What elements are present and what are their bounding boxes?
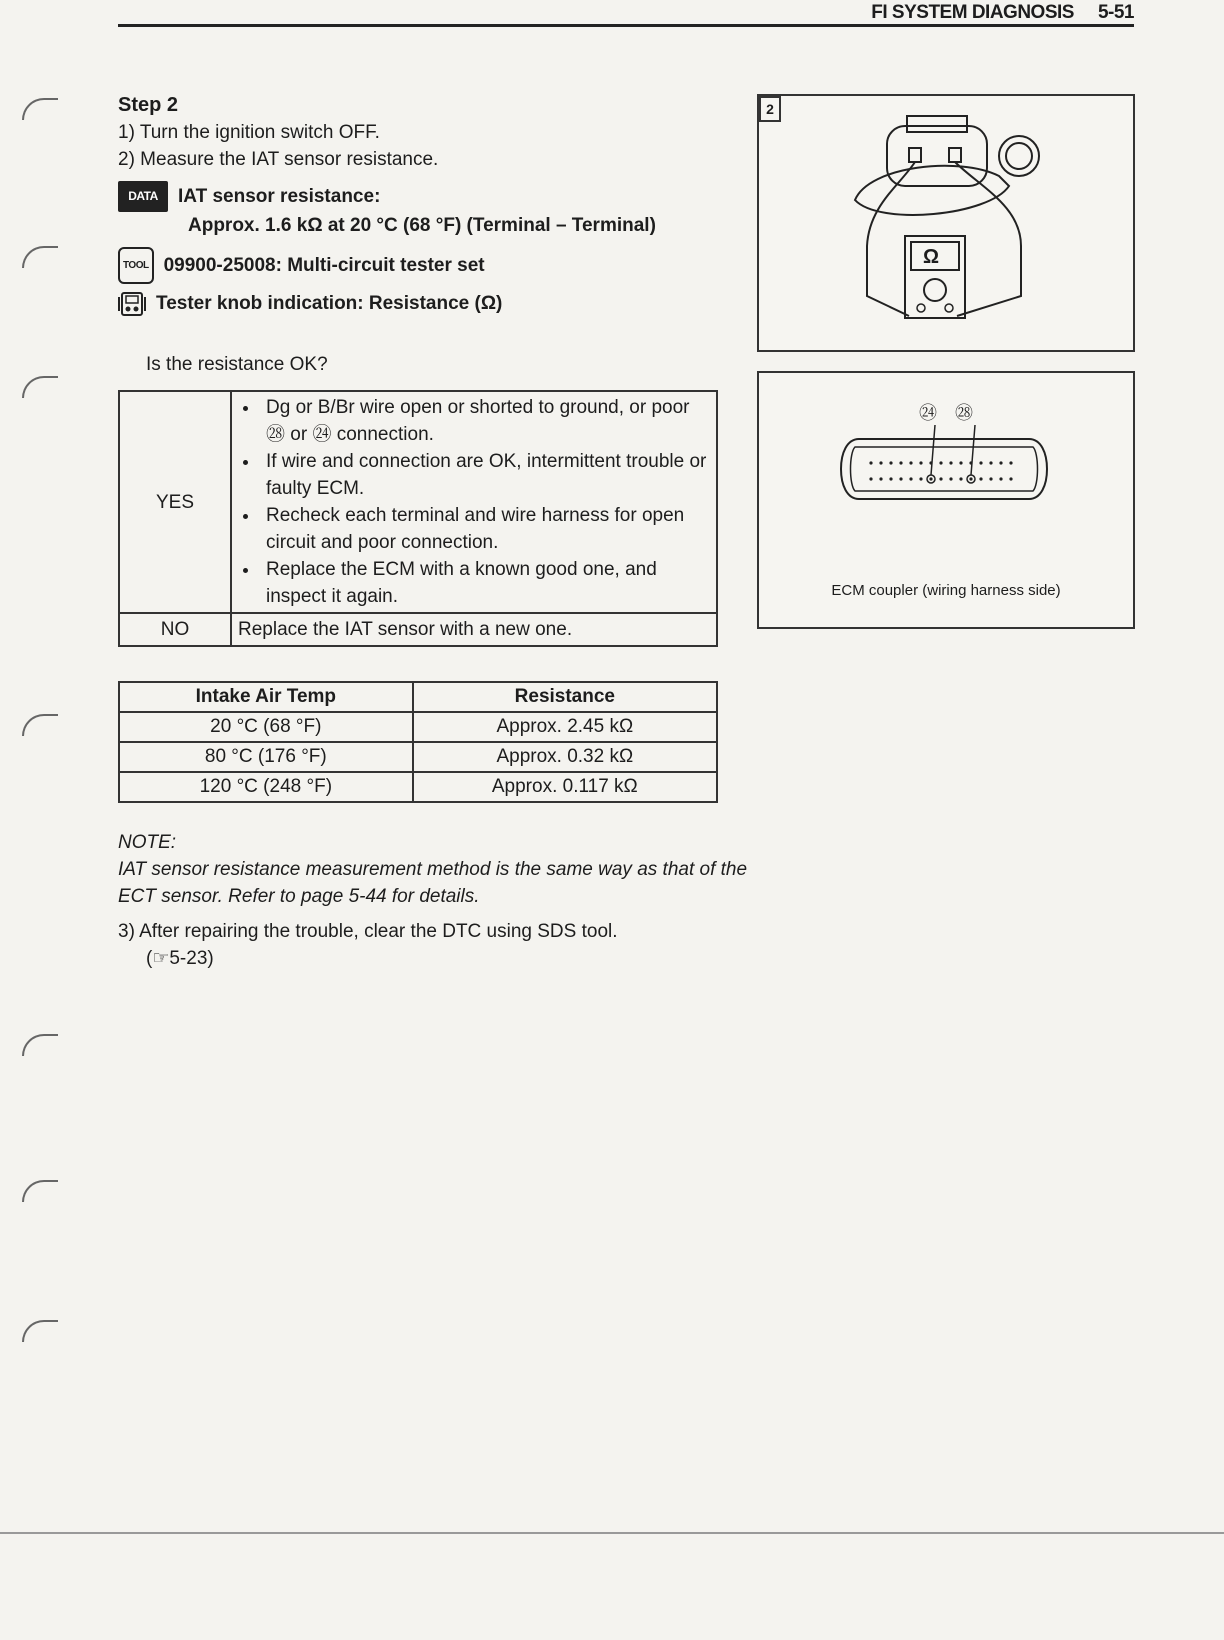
- spec-label: IAT sensor resistance:: [178, 186, 381, 207]
- no-action: Replace the IAT sensor with a new one.: [231, 613, 717, 646]
- table-row: [119, 712, 717, 742]
- binding-mark: [22, 1034, 58, 1056]
- ecm-coupler-diagram: [759, 373, 1133, 573]
- ecm-figure: [757, 371, 1135, 629]
- table-row: [119, 742, 717, 772]
- question: Is the resistance OK?: [146, 354, 328, 375]
- step3-text: 3) After repairing the trouble, clear the DTC using SDS tool.: [118, 921, 618, 942]
- page-number: 5-51: [1097, 2, 1134, 23]
- tool-row: [118, 247, 758, 284]
- section-title: FI SYSTEM DIAGNOSIS: [871, 2, 1074, 23]
- no-label: NO: [119, 613, 231, 646]
- knob-text: Tester knob indication: Resistance (Ω): [156, 293, 503, 314]
- table-cell: Approx. 0.32 kΩ: [413, 742, 717, 772]
- column-header: Resistance: [413, 682, 717, 712]
- yes-item: • Recheck each terminal and wire harness for open circuit and poor connection.: [260, 502, 710, 556]
- page-reference: (☞5-23): [146, 948, 214, 969]
- binding-mark: [22, 1180, 58, 1202]
- yes-item: • Replace the ECM with a known good one, and inspect it again.: [260, 556, 710, 610]
- binding-mark: [22, 1320, 58, 1342]
- binding-mark: [22, 376, 58, 398]
- header-rule: [118, 24, 1134, 27]
- spec-value: Approx. 1.6 kΩ at 20 °C (68 °F) (Terminal – Terminal): [188, 215, 656, 236]
- resistance-table: [118, 681, 718, 803]
- bottom-rule: [0, 1532, 1224, 1534]
- instruction-1: 1) Turn the ignition switch OFF.: [118, 122, 380, 143]
- table-cell: 20 °C (68 °F): [119, 712, 413, 742]
- yes-item: • Dg or B/Br wire open or shorted to ground, or poor ㉘ or ㉔ connection.: [260, 394, 710, 448]
- table-cell: 80 °C (176 °F): [119, 742, 413, 772]
- ohm-symbol: Ω: [923, 246, 940, 268]
- main-content: [118, 92, 758, 972]
- tool-text: 09900-25008: Multi-circuit tester set: [163, 255, 485, 276]
- figure-number: 2: [759, 96, 781, 122]
- no-row: [119, 613, 717, 646]
- yes-label: YES: [119, 391, 231, 613]
- yes-actions: [231, 391, 717, 613]
- table-cell: Approx. 0.117 kΩ: [413, 772, 717, 802]
- note-text: IAT sensor resistance measurement method is the same way as that of the ECT sensor. Refer to page 5-44 for details.: [118, 859, 748, 907]
- figure-caption: ECM coupler (wiring harness side): [831, 582, 1061, 599]
- tool-icon: TOOL: [118, 247, 154, 284]
- sensor-figure: [757, 94, 1135, 352]
- pin-label-24: ㉔: [919, 403, 937, 423]
- instruction-2: 2) Measure the IAT sensor resistance.: [118, 149, 439, 170]
- sensor-diagram: [759, 96, 1133, 350]
- knob-row: [118, 290, 758, 317]
- binding-mark: [22, 714, 58, 736]
- table-row: [119, 772, 717, 802]
- yes-item: • If wire and connection are OK, intermittent trouble or faulty ECM.: [260, 448, 710, 502]
- decision-table: [118, 390, 718, 647]
- column-header: Intake Air Temp: [119, 682, 413, 712]
- spec-row: [118, 181, 758, 212]
- note-title: NOTE:: [118, 832, 177, 853]
- step-title: Step 2: [118, 94, 179, 116]
- pin-label-28: ㉘: [955, 403, 973, 423]
- binding-mark: [22, 98, 58, 120]
- binding-mark: [22, 246, 58, 268]
- data-icon: DATA: [118, 181, 168, 212]
- table-cell: 120 °C (248 °F): [119, 772, 413, 802]
- page-header: [871, 0, 1134, 26]
- yes-row: [119, 391, 717, 613]
- tester-knob-icon: [118, 291, 146, 317]
- table-cell: Approx. 2.45 kΩ: [413, 712, 717, 742]
- table-header-row: [119, 682, 717, 712]
